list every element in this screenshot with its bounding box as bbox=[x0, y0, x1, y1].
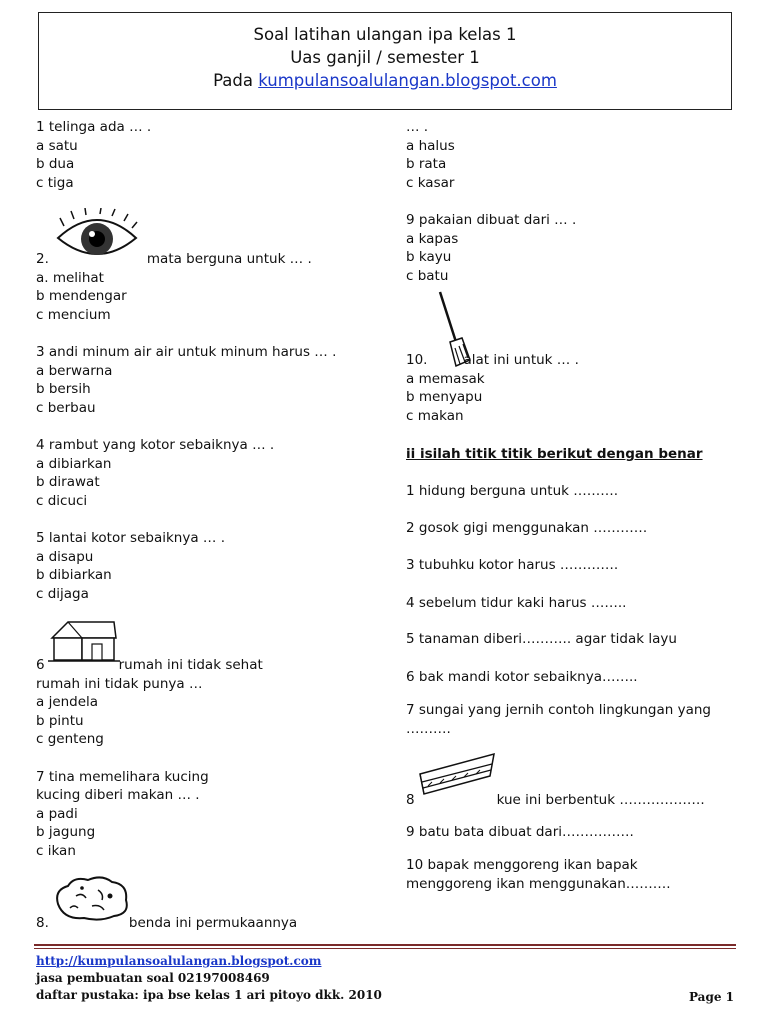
q5-a: a disapu bbox=[36, 548, 94, 565]
q6-c: c genteng bbox=[36, 731, 104, 748]
fill-8-text: kue ini berbentuk ………………. bbox=[496, 792, 705, 808]
fill-item-2 bbox=[406, 519, 647, 538]
q7-b: b jagung bbox=[36, 824, 96, 841]
q5-text: 5 lantai kotor sebaiknya … . bbox=[36, 529, 225, 546]
q10-text: alat ini untuk … . bbox=[463, 352, 579, 368]
q4-text: 4 rambut yang kotor sebaiknya … . bbox=[36, 436, 275, 453]
q3-text: 3 andi minum air air untuk minum harus … . bbox=[36, 343, 337, 360]
q2-number: 2. bbox=[36, 251, 49, 267]
header-source: Pada kumpulansoalulangan.blogspot.com bbox=[213, 71, 557, 90]
header-box bbox=[38, 12, 732, 110]
fill-item-1 bbox=[406, 482, 618, 501]
fill-9-text: 9 batu bata dibuat dari……………. bbox=[406, 824, 634, 840]
q8-b: b rata bbox=[406, 156, 447, 173]
fill-8-number: 8 bbox=[406, 792, 415, 808]
fill-4-text: 4 sebelum tidur kaki harus …….. bbox=[406, 595, 627, 611]
q1-c: c tiga bbox=[36, 174, 74, 191]
fill-item-6 bbox=[406, 668, 638, 687]
section-title bbox=[406, 445, 703, 464]
footer-rule bbox=[34, 944, 736, 946]
q9-a: a kapas bbox=[406, 230, 459, 247]
fill-item-9 bbox=[406, 823, 634, 842]
q1-a: a satu bbox=[36, 137, 78, 154]
q1-text: 1 telinga ada … . bbox=[36, 119, 152, 135]
q6-text: rumah ini tidak sehat bbox=[118, 657, 263, 673]
footer-rule-thin bbox=[34, 948, 736, 949]
fill-10-text2: menggoreng ikan menggunakan………. bbox=[406, 875, 671, 892]
q9-c: c batu bbox=[406, 267, 449, 284]
header-subtitle: Uas ganjil / semester 1 bbox=[290, 48, 480, 67]
q7-text: 7 tina memelihara kucing bbox=[36, 768, 209, 785]
section-heading: ii isilah titik titik berikut dengan benar bbox=[406, 446, 703, 462]
q6-block bbox=[36, 656, 263, 861]
q10-a: a memasak bbox=[406, 370, 485, 387]
q5-c: c dijaga bbox=[36, 585, 89, 602]
fill-5-text: 5 tanaman diberi……….. agar tidak layu bbox=[406, 631, 677, 647]
fill-7-dots: ………. bbox=[406, 720, 451, 737]
q10-block bbox=[406, 351, 579, 425]
q8-c: c kasar bbox=[406, 174, 455, 191]
q6-b: b pintu bbox=[36, 712, 84, 729]
fill-6-text: 6 bak mandi kotor sebaiknya…….. bbox=[406, 669, 638, 685]
q6-a: a jendela bbox=[36, 694, 99, 711]
q7-text2: kucing diberi makan … . bbox=[36, 787, 200, 804]
fill-item-4 bbox=[406, 594, 626, 613]
q8-number: 8. bbox=[36, 915, 49, 931]
q8-a: a halus bbox=[406, 137, 455, 154]
fill-1-text: 1 hidung berguna untuk ………. bbox=[406, 483, 619, 499]
q9-b: b kayu bbox=[406, 249, 452, 266]
q3-c: c berbau bbox=[36, 399, 96, 416]
q3-a: a berwarna bbox=[36, 362, 113, 379]
fill-7-text: 7 sungai yang jernih contoh lingkungan yang bbox=[406, 702, 711, 718]
fill-item-8 bbox=[406, 791, 705, 810]
q4-c: c dicuci bbox=[36, 492, 88, 509]
q9-text: 9 pakaian dibuat dari … . bbox=[406, 211, 577, 228]
q6-number: 6 bbox=[36, 657, 45, 673]
right-column bbox=[406, 118, 576, 285]
page-number: Page 1 bbox=[688, 990, 734, 1004]
q6-text2: rumah ini tidak punya … bbox=[36, 675, 203, 692]
q2-c: c mencium bbox=[36, 306, 111, 323]
fill-2-text: 2 gosok gigi menggunakan ………… bbox=[406, 520, 648, 536]
q7-a: a padi bbox=[36, 805, 78, 822]
q3-b: b bersih bbox=[36, 381, 91, 398]
q2-block bbox=[36, 250, 336, 603]
q10-b: b menyapu bbox=[406, 389, 483, 406]
q4-a: a dibiarkan bbox=[36, 455, 112, 472]
q8-block bbox=[36, 914, 297, 933]
footer-reference: daftar pustaka: ipa bse kelas 1 ari pitoyo dkk. 2010 bbox=[36, 988, 382, 1002]
q5-b: b dibiarkan bbox=[36, 567, 112, 584]
q8-continuation: … . bbox=[406, 119, 429, 135]
q10-number: 10. bbox=[406, 352, 428, 368]
fill-item-3 bbox=[406, 556, 618, 575]
q2-b: b mendengar bbox=[36, 288, 127, 305]
footer bbox=[36, 953, 736, 1004]
q8-text: benda ini permukaannya bbox=[128, 915, 298, 931]
left-column bbox=[36, 118, 151, 192]
footer-contact: jasa pembuatan soal 02197008469 bbox=[36, 971, 270, 985]
fill-3-text: 3 tubuhku kotor harus …………. bbox=[406, 557, 619, 573]
q1-b: b dua bbox=[36, 156, 75, 173]
footer-link[interactable]: http://kumpulansoalulangan.blogspot.com bbox=[36, 954, 322, 968]
fill-item-5 bbox=[406, 630, 677, 649]
header-title: Soal latihan ulangan ipa kelas 1 bbox=[253, 25, 517, 44]
fill-10-text: 10 bapak menggoreng ikan bapak bbox=[406, 857, 638, 873]
q4-b: b dirawat bbox=[36, 474, 100, 491]
header-link[interactable]: kumpulansoalulangan.blogspot.com bbox=[258, 71, 557, 90]
q2-a: a. melihat bbox=[36, 269, 104, 286]
q10-c: c makan bbox=[406, 407, 464, 424]
fill-item-10 bbox=[406, 856, 671, 893]
q2-text: mata berguna untuk … . bbox=[146, 251, 312, 267]
q7-c: c ikan bbox=[36, 842, 76, 859]
fill-item-7 bbox=[406, 701, 711, 738]
